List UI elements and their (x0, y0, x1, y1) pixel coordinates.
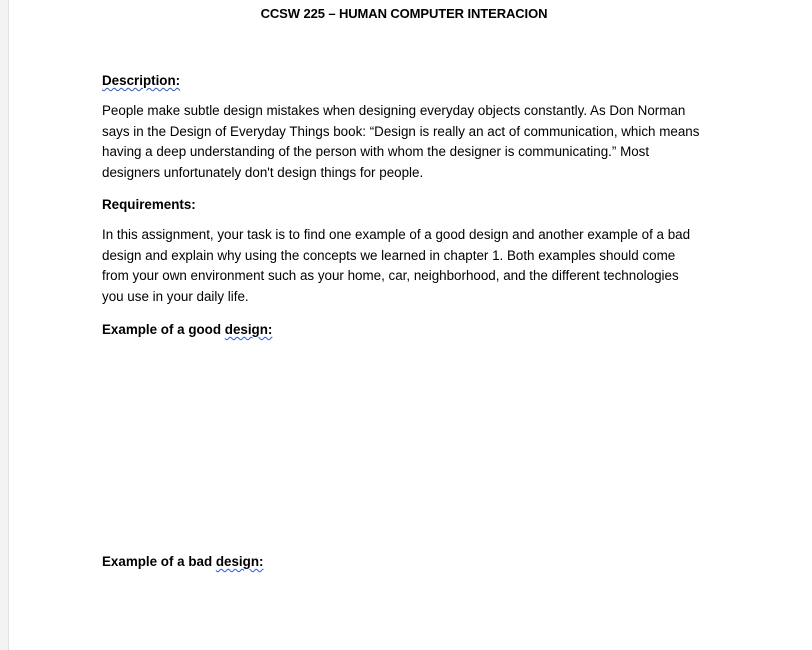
requirements-line: from your own environment such as your home, car, neighborhood, and the different technologies (102, 268, 679, 284)
description-line: having a deep understanding of the person with whom the designer is communicating.” Most (102, 144, 650, 160)
bad-design-heading-prefix: Example of a bad (102, 554, 216, 569)
description-line: designers unfortunately don't design things for people. (102, 164, 424, 180)
requirements-line: In this assignment, your task is to find one example of a good design and another example of a bad (102, 227, 691, 242)
good-design-heading (102, 322, 272, 337)
requirements-line: design and explain why using the concepts we learned in chapter 1. Both examples should come (102, 247, 676, 263)
requirements-heading: Requirements: (102, 197, 196, 212)
description-line: People make subtle design mistakes when designing everyday objects constantly. As Don Norman (102, 103, 686, 118)
description-heading-text: Description: (102, 73, 181, 88)
good-design-heading-word: design: (224, 322, 273, 337)
description-heading (102, 73, 180, 88)
requirements-paragraph (102, 225, 702, 307)
requirements-line: you use in your daily life. (102, 288, 249, 304)
bad-design-heading (102, 554, 263, 569)
description-line: says in the Design of Everyday Things book: “Design is really an act of communication, which means (102, 123, 700, 139)
bad-design-heading-word: design: (215, 554, 264, 569)
document-page[interactable] (8, 0, 812, 650)
description-paragraph (102, 101, 702, 183)
document-title: CCSW 225 – HUMAN COMPUTER INTERACION (260, 6, 548, 21)
good-design-heading-prefix: Example of a good (102, 322, 225, 337)
